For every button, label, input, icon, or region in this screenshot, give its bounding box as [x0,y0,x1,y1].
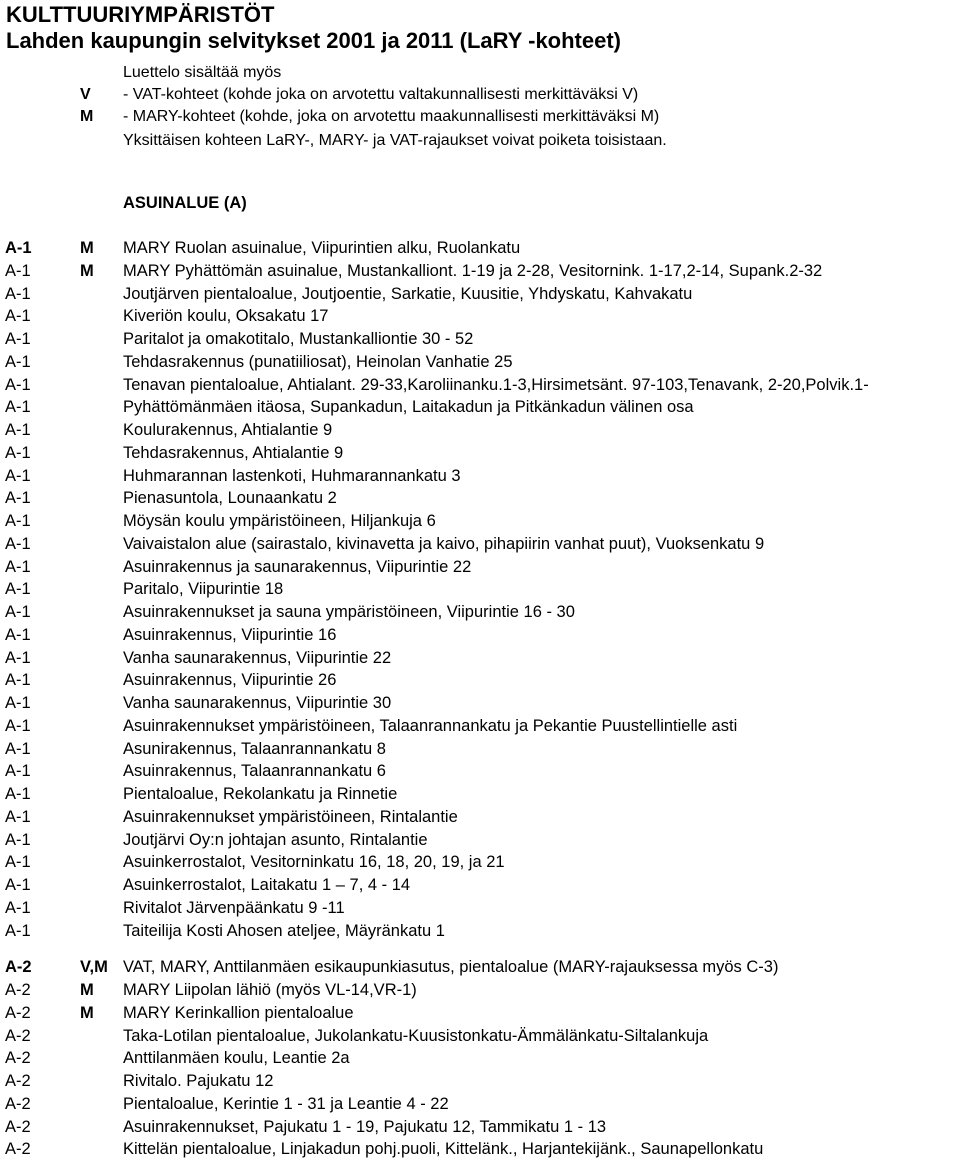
item-text: Vanha saunarakennus, Viipurintie 22 [123,648,392,667]
list-item [0,351,960,374]
item-mark: M [80,1003,94,1022]
list-item [0,442,960,465]
item-text: Asuinrakennus, Viipurintie 16 [123,625,337,644]
intro-line-3: - MARY-kohteet (kohde, joka on arvotettu maakunnallisesti merkittäväksi M) [123,108,660,125]
item-code: A-1 [5,762,31,781]
item-mark: V,M [80,958,108,977]
item-code: A-1 [5,557,31,576]
list-item [0,669,960,692]
list-item [0,1138,960,1161]
list-item [0,783,960,806]
item-mark: M [80,261,94,280]
item-code: A-1 [5,898,31,917]
item-text: Asuinrakennus ja saunarakennus, Viipurintie 22 [123,557,472,576]
list-item [0,396,960,419]
item-text: Asuinrakennukset ja sauna ympäristöineen, Viipurintie 16 - 30 [123,603,575,621]
entry-list [0,237,960,1161]
document-title: KULTTUURIYMPÄRISTÖT [6,2,275,27]
list-item [0,979,960,1002]
list-item [0,1116,960,1139]
item-text: Rivitalot Järvenpäänkatu 9 -11 [123,898,345,917]
list-item [0,510,960,533]
list-item [0,806,960,829]
item-code: A-1 [5,625,31,644]
item-code: A-1 [5,807,31,826]
item-code: A-2 [5,958,32,977]
item-code: A-1 [5,375,31,394]
list-item [0,692,960,715]
item-text: Asuinkerrostalot, Vesitorninkatu 16, 18, 20, 19, ja 21 [123,853,505,872]
list-item [0,533,960,556]
item-code: A-2 [5,1026,31,1045]
list-item [0,374,960,397]
document-subtitle: Lahden kaupungin selvitykset 2001 ja 2011 (LaRY -kohteet) [6,28,622,53]
item-text: Tehdasrakennus, Ahtialantie 9 [123,443,344,462]
list-item [0,1070,960,1093]
item-text: Tenavan pientaloalue, Ahtialant. 29-33,Karoliinanku.1-3,Hirsimetsänt. 97-103,Tenavank, 2-20,Polvik.1- [123,375,869,394]
list-item [0,578,960,601]
item-code: A-1 [5,694,31,712]
item-text: Pientaloalue, Kerintie 1 - 31 ja Leantie 4 - 22 [123,1094,449,1113]
list-item [0,1047,960,1070]
list-item [0,328,960,351]
item-text: Anttilanmäen koulu, Leantie 2a [123,1049,350,1068]
item-code: A-1 [5,603,31,621]
item-text: Asuinkerrostalot, Laitakatu 1 – 7, 4 - 14 [123,876,411,894]
list-item [0,601,960,624]
item-code: A-1 [5,398,31,417]
item-code: A-1 [5,284,31,303]
item-code: A-2 [5,1094,31,1113]
item-text: Kittelän pientaloalue, Linjakadun pohj.puoli, Kittelänk., Harjantekijänk., Saunapellonkatu [123,1140,764,1159]
item-text: MARY Liipolan lähiö (myös VL-14,VR-1) [123,981,417,999]
item-text: Taka-Lotilan pientaloalue, Jukolankatu-Kuusistonkatu-Ämmälänkatu-Siltalankuja [123,1026,709,1045]
item-text: Kiveriön koulu, Oksakatu 17 [123,307,329,326]
item-code: A-1 [5,671,31,690]
item-text: Asuinrakennus, Viipurintie 26 [123,671,337,690]
item-text: Joutjärvi Oy:n johtajan asunto, Rintalantie [123,830,428,849]
intro-v-mark: V [80,86,91,103]
item-text: Paritalot ja omakotitalo, Mustankalliontie 30 - 52 [123,330,474,348]
item-mark: M [80,981,94,999]
item-code: A-1 [5,534,31,553]
item-text: Asuinrakennukset ympäristöineen, Talaanrannankatu ja Pekantie Puustellintielle asti [123,716,738,735]
item-text: Huhmarannan lastenkoti, Huhmarannankatu 3 [123,466,461,485]
list-item [0,715,960,738]
item-text: Asunirakennus, Talaanrannankatu 8 [123,739,386,758]
intro-line-4: Yksittäisen kohteen LaRY-, MARY- ja VAT-rajaukset voivat poiketa toisistaan. [123,132,667,149]
item-code: A-1 [5,921,31,940]
item-text: Pientaloalue, Rekolankatu ja Rinnetie [123,785,398,803]
list-item [0,897,960,920]
list-item [0,419,960,442]
list-item [0,851,960,874]
item-code: A-1 [5,239,32,257]
item-text: Asuinrakennukset, Pajukatu 1 - 19, Pajukatu 12, Tammikatu 1 - 13 [123,1117,607,1136]
list-item [0,283,960,306]
item-text: MARY Ruolan asuinalue, Viipurintien alku, Ruolankatu [123,239,521,257]
item-code: A-1 [5,580,31,599]
item-text: MARY Pyhättömän asuinalue, Mustankalliont. 1-19 ja 2-28, Vesitornink. 1-17,2-14, Supank.2-32 [123,261,823,280]
list-item [0,487,960,510]
item-text: Möysän koulu ympäristöineen, Hiljankuja 6 [123,512,436,530]
item-text: Asuinrakennukset ympäristöineen, Rintalantie [123,807,458,826]
intro-line-1: Luettelo sisältää myös [123,64,282,81]
item-code: A-2 [5,1049,31,1068]
item-text: VAT, MARY, Anttilanmäen esikaupunkiasutus, pientaloalue (MARY-rajauksessa myös C-3) [123,958,779,977]
item-code: A-1 [5,261,31,280]
list-item [0,1002,960,1025]
item-text: Pienasuntola, Lounaankatu 2 [123,489,337,508]
list-item [0,874,960,897]
item-code: A-1 [5,330,31,348]
item-code: A-1 [5,716,31,735]
item-text: Joutjärven pientaloalue, Joutjoentie, Sarkatie, Kuusitie, Yhdyskatu, Kahvakatu [123,284,693,303]
list-item [0,305,960,328]
section-title: ASUINALUE (A) [123,194,247,212]
item-code: A-1 [5,512,31,530]
item-code: A-1 [5,739,31,758]
item-code: A-2 [5,1072,31,1090]
item-text: Paritalo, Viipurintie 18 [123,580,284,599]
item-code: A-2 [5,1003,31,1022]
item-text: Taiteilija Kosti Ahosen ateljee, Mäyränkatu 1 [123,921,445,940]
list-item [0,624,960,647]
item-text: Pyhättömänmäen itäosa, Supankadun, Laitakadun ja Pitkänkadun välinen osa [123,398,694,417]
item-code: A-2 [5,981,31,999]
list-item [0,1025,960,1048]
item-code: A-1 [5,466,31,485]
list-item [0,760,960,783]
list-item [0,237,960,260]
group-spacer [0,942,960,956]
list-item [0,956,960,979]
item-text: Koulurakennus, Ahtialantie 9 [123,421,333,439]
item-code: A-1 [5,489,31,508]
list-item [0,556,960,579]
item-code: A-1 [5,648,31,667]
item-code: A-1 [5,307,31,326]
item-code: A-1 [5,785,31,803]
item-code: A-1 [5,443,31,462]
list-item [0,920,960,943]
item-code: A-2 [5,1117,31,1136]
item-code: A-1 [5,830,31,849]
list-item [0,647,960,670]
item-mark: M [80,239,94,257]
item-code: A-2 [5,1140,31,1159]
item-code: A-1 [5,421,31,439]
list-item [0,1093,960,1116]
list-item [0,738,960,761]
item-code: A-1 [5,876,31,894]
item-text: Tehdasrakennus (punatiiliosat), Heinolan Vanhatie 25 [123,352,513,371]
item-text: Asuinrakennus, Talaanrannankatu 6 [123,762,386,781]
list-item [0,465,960,488]
item-text: MARY Kerinkallion pientaloalue [123,1003,354,1022]
list-item [0,260,960,283]
list-item [0,829,960,852]
intro-line-2: - VAT-kohteet (kohde joka on arvotettu valtakunnallisesti merkittäväksi V) [123,86,639,103]
item-code: A-1 [5,853,31,872]
item-text: Vanha saunarakennus, Viipurintie 30 [123,694,392,712]
item-text: Vaivaistalon alue (sairastalo, kivinavetta ja kaivo, pihapiirin vanhat puut), Vuoksenkatu 9 [123,534,765,553]
intro-m-mark: M [80,108,94,125]
item-code: A-1 [5,352,31,371]
item-text: Rivitalo. Pajukatu 12 [123,1072,274,1090]
